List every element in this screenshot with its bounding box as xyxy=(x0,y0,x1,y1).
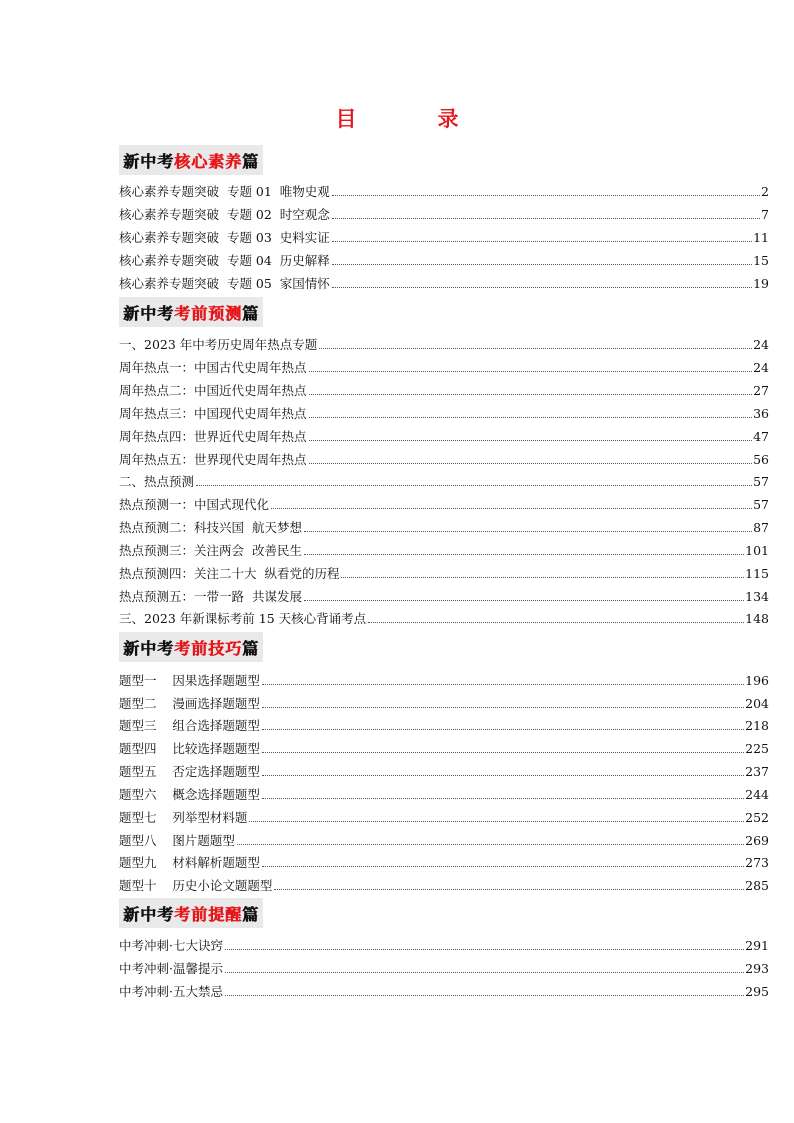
toc-entry-label: 题型一 因果选择题题型 xyxy=(119,673,260,688)
toc-entry-page: 293 xyxy=(745,961,769,976)
section-header-core-literacy xyxy=(119,145,263,175)
dot-leader xyxy=(262,866,744,867)
dot-leader xyxy=(309,440,753,441)
toc-entry-label: 中考冲刺·七大诀窍 xyxy=(119,938,223,953)
toc-entry-label: 核心素养专题突破 专题 01 唯物史观 xyxy=(119,184,330,199)
toc-entry-page: 204 xyxy=(745,696,769,711)
toc-entry-page: 252 xyxy=(745,810,769,825)
toc-entry-label: 题型二 漫画选择题题型 xyxy=(119,696,260,711)
toc-entry-page: 36 xyxy=(753,406,769,421)
toc-entry-page: 24 xyxy=(753,360,769,375)
section-header-suffix: 篇 xyxy=(242,638,260,658)
toc-entry-label: 题型四 比较选择题题型 xyxy=(119,741,260,756)
toc-entry[interactable] xyxy=(119,669,769,689)
toc-entry-label: 三、2023 年新课标考前 15 天核心背诵考点 xyxy=(119,611,367,626)
toc-entry-page: 115 xyxy=(745,566,769,581)
toc-entry-label: 周年热点四：世界近代史周年热点 xyxy=(119,429,307,444)
section-header-prefix: 新中考 xyxy=(123,303,175,323)
toc-entry-label: 周年热点一：中国古代史周年热点 xyxy=(119,360,307,375)
toc-entry[interactable] xyxy=(119,448,769,468)
toc-entry[interactable] xyxy=(119,180,769,200)
toc-entry[interactable] xyxy=(119,714,769,734)
toc-entry-page: 101 xyxy=(745,543,769,558)
toc-entry[interactable] xyxy=(119,203,769,223)
toc-entry-page: 291 xyxy=(745,938,769,953)
dot-leader xyxy=(262,752,744,753)
toc-entry-label: 核心素养专题突破 专题 04 历史解释 xyxy=(119,253,330,268)
toc-entry-label: 题型六 概念选择题题型 xyxy=(119,787,260,802)
toc-entry[interactable] xyxy=(119,980,769,1000)
dot-leader xyxy=(225,949,744,950)
toc-entry-page: 24 xyxy=(753,337,769,352)
toc-entry-label: 题型九 材料解析题题型 xyxy=(119,855,260,870)
section-header-suffix: 篇 xyxy=(242,151,260,171)
section-header-prefix: 新中考 xyxy=(123,638,175,658)
section-header-exam-skills xyxy=(119,632,263,662)
dot-leader xyxy=(309,417,753,418)
toc-entry-label: 中考冲刺·五大禁忌 xyxy=(119,984,223,999)
toc-entry-label: 中考冲刺·温馨提示 xyxy=(119,961,223,976)
dot-leader xyxy=(249,821,744,822)
dot-leader xyxy=(304,600,744,601)
toc-entry-page: 56 xyxy=(753,452,769,467)
toc-entry-page: 134 xyxy=(745,589,769,604)
dot-leader xyxy=(262,775,744,776)
toc-entry[interactable] xyxy=(119,692,769,712)
section-header-highlight: 考前预测 xyxy=(174,303,243,323)
toc-entry[interactable] xyxy=(119,934,769,954)
section-header-highlight: 核心素养 xyxy=(174,151,243,171)
toc-entry-page: 15 xyxy=(753,253,769,268)
toc-entry[interactable] xyxy=(119,806,769,826)
toc-entry[interactable] xyxy=(119,874,769,894)
dot-leader xyxy=(262,707,744,708)
toc-entry[interactable] xyxy=(119,272,769,292)
toc-entry-page: 7 xyxy=(761,207,769,222)
toc-entry-label: 二、热点预测 xyxy=(119,474,195,489)
dot-leader xyxy=(332,218,760,219)
dot-leader xyxy=(262,798,744,799)
toc-entry-label: 题型五 否定选择题题型 xyxy=(119,764,260,779)
section-header-highlight: 考前提醒 xyxy=(174,904,243,924)
dot-leader xyxy=(304,531,752,532)
section-header-exam-reminders xyxy=(119,898,263,928)
toc-entry-label: 周年热点三：中国现代史周年热点 xyxy=(119,406,307,421)
dot-leader xyxy=(332,241,752,242)
dot-leader xyxy=(332,195,760,196)
dot-leader xyxy=(341,577,744,578)
dot-leader xyxy=(225,995,744,996)
section-header-suffix: 篇 xyxy=(242,904,260,924)
dot-leader xyxy=(271,508,752,509)
toc-entry-page: 57 xyxy=(753,474,769,489)
toc-entry-page: 47 xyxy=(753,429,769,444)
dot-leader xyxy=(309,463,753,464)
dot-leader xyxy=(332,287,752,288)
dot-leader xyxy=(262,684,744,685)
toc-entry-page: 269 xyxy=(745,833,769,848)
toc-entry-label: 一、2023 年中考历史周年热点专题 xyxy=(119,337,318,352)
toc-entry[interactable] xyxy=(119,425,769,445)
toc-entry[interactable] xyxy=(119,226,769,246)
dot-leader xyxy=(309,371,753,372)
toc-entry[interactable] xyxy=(119,562,769,582)
dot-leader xyxy=(196,485,752,486)
toc-entry[interactable] xyxy=(119,783,769,803)
toc-entry[interactable] xyxy=(119,760,769,780)
section-header-suffix: 篇 xyxy=(242,303,260,323)
toc-entry[interactable] xyxy=(119,356,769,376)
section-header-exam-prediction xyxy=(119,297,263,327)
toc-entry-page: 225 xyxy=(745,741,769,756)
toc-entry[interactable] xyxy=(119,737,769,757)
toc-entry[interactable] xyxy=(119,851,769,871)
toc-entry-label: 题型三 组合选择题题型 xyxy=(119,718,260,733)
toc-entry-page: 2 xyxy=(761,184,769,199)
toc-entry-page: 57 xyxy=(753,497,769,512)
toc-entry-label: 核心素养专题突破 专题 02 时空观念 xyxy=(119,207,330,222)
toc-entry-page: 148 xyxy=(745,611,769,626)
toc-entry-label: 核心素养专题突破 专题 05 家国情怀 xyxy=(119,276,330,291)
section-header-prefix: 新中考 xyxy=(123,151,175,171)
page-title: 目 录 xyxy=(335,107,489,131)
toc-entry[interactable] xyxy=(119,829,769,849)
toc-entry-page: 27 xyxy=(753,383,769,398)
toc-entry-label: 题型十 历史小论文题题型 xyxy=(119,878,273,893)
dot-leader xyxy=(309,394,753,395)
toc-entry-page: 19 xyxy=(753,276,769,291)
toc-entry-page: 285 xyxy=(745,878,769,893)
toc-entry[interactable] xyxy=(119,516,769,536)
toc-entry[interactable] xyxy=(119,470,769,490)
toc-entry-label: 热点预测二：科技兴国 航天梦想 xyxy=(119,520,302,535)
toc-entry[interactable] xyxy=(119,585,769,605)
toc-entry[interactable] xyxy=(119,539,769,559)
toc-entry-label: 热点预测四：关注二十大 纵看党的历程 xyxy=(119,566,340,581)
toc-entry-label: 热点预测五：一带一路 共谋发展 xyxy=(119,589,302,604)
toc-entry-label: 周年热点二：中国近代史周年热点 xyxy=(119,383,307,398)
dot-leader xyxy=(304,554,744,555)
toc-entry[interactable] xyxy=(119,493,769,513)
toc-entry[interactable] xyxy=(119,333,769,353)
toc-entry-label: 周年热点五：世界现代史周年热点 xyxy=(119,452,307,467)
dot-leader xyxy=(225,972,744,973)
toc-entry-page: 218 xyxy=(745,718,769,733)
toc-entry-label: 热点预测一：中国式现代化 xyxy=(119,497,270,512)
dot-leader xyxy=(332,264,752,265)
toc-entry[interactable] xyxy=(119,249,769,269)
toc-entry-page: 273 xyxy=(745,855,769,870)
toc-entry-page: 11 xyxy=(753,230,769,245)
section-header-highlight: 考前技巧 xyxy=(174,638,243,658)
toc-entry-label: 热点预测三：关注两会 改善民生 xyxy=(119,543,302,558)
toc-entry[interactable] xyxy=(119,379,769,399)
toc-entry-page: 244 xyxy=(745,787,769,802)
dot-leader xyxy=(262,729,744,730)
toc-entry-label: 核心素养专题突破 专题 03 史料实证 xyxy=(119,230,330,245)
toc-entry-label: 题型七 列举型材料题 xyxy=(119,810,248,825)
toc-entry-page: 196 xyxy=(745,673,769,688)
toc-entry-label: 题型八 图片题题型 xyxy=(119,833,235,848)
dot-leader xyxy=(274,889,744,890)
section-header-prefix: 新中考 xyxy=(123,904,175,924)
toc-entry-page: 87 xyxy=(753,520,769,535)
toc-entry-page: 237 xyxy=(745,764,769,779)
toc-entry[interactable] xyxy=(119,402,769,422)
dot-leader xyxy=(237,844,744,845)
toc-entry[interactable] xyxy=(119,957,769,977)
dot-leader xyxy=(319,348,752,349)
dot-leader xyxy=(368,622,744,623)
toc-entry-page: 295 xyxy=(745,984,769,999)
toc-entry[interactable] xyxy=(119,607,769,627)
